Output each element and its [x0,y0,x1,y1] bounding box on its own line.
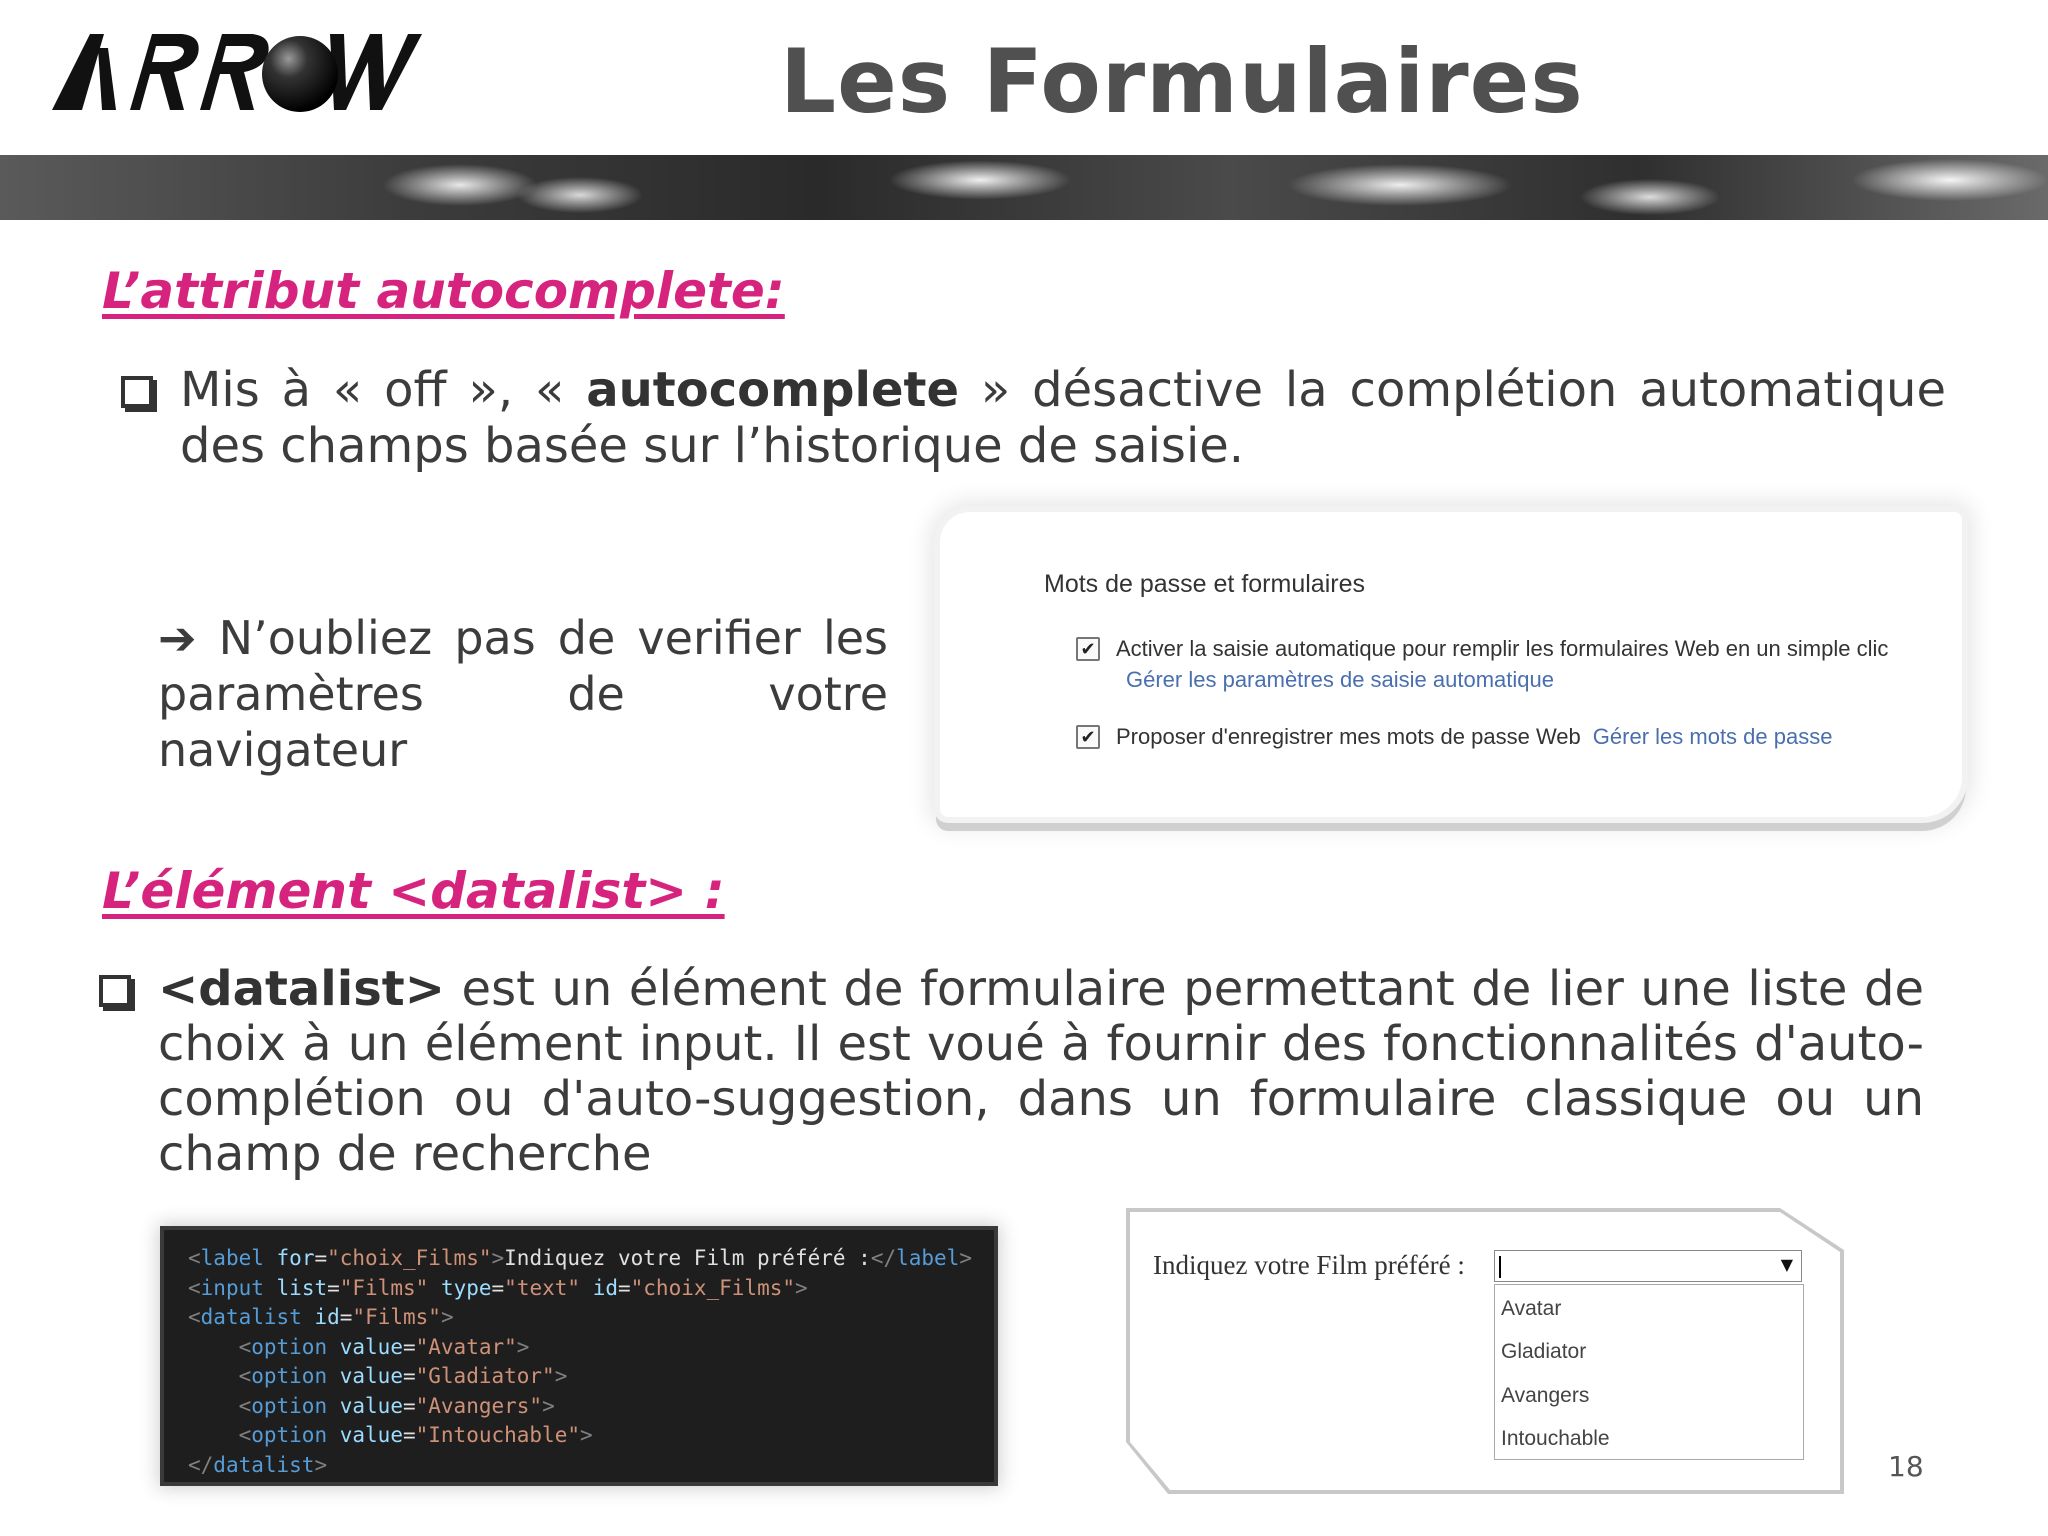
checkbox-bullet-icon [99,975,131,1007]
autofill-settings-link[interactable]: Gérer les paramètres de saisie automatique [1126,667,1554,692]
code-snippet: <label for="choix_Films">Indiquez votre Film préféré :</label> <input list="Films" type="text" id="choix_Films"> <datalist id="Films"> <option value="Avatar"> <option value="Gladiator"> <option value="Avangers"> <option value="Intouchable"> </datalist> [164,1230,994,1482]
checkbox-bullet-icon [121,376,153,408]
autofill-checkbox[interactable]: ✔ [1076,637,1100,661]
passwords-row[interactable] [1076,724,1832,750]
autocomplete-description: Mis à « off », « autocomplete » désactive la complétion automatique des champs basée sur l’historique de saisie. [180,362,1947,474]
slide-title: Les Formulaires [780,30,1584,133]
settings-title: Mots de passe et formulaires [1044,570,1365,598]
section-heading-datalist: L’élément <datalist> : [102,862,725,920]
datalist-option[interactable]: Avangers [1501,1384,1590,1407]
film-input[interactable] [1494,1250,1802,1282]
datalist-option[interactable]: Avatar [1501,1297,1562,1320]
save-passwords-label: Proposer d'enregistrer mes mots de passe Web [1116,724,1581,749]
datalist-option[interactable]: Intouchable [1501,1427,1610,1450]
header-banner-image [0,155,2048,220]
manage-passwords-link[interactable]: Gérer les mots de passe [1592,724,1833,749]
arrow-right-icon: ➔ [158,611,197,665]
arrow-logo [52,28,422,118]
browser-settings-note: ➔ N’oubliez pas de verifier les paramètres de votre navigateur [158,611,888,777]
section-heading-autocomplete: L’attribut autocomplete: [102,262,785,320]
datalist-option[interactable]: Gladiator [1501,1340,1587,1363]
film-label: Indiquez votre Film préféré : [1153,1250,1465,1280]
page-number: 18 [1888,1450,1924,1483]
autofill-label: Activer la saisie automatique pour remplir les formulaires Web en un simple clic [1116,636,1889,661]
datalist-suggestions [1494,1284,1804,1460]
datalist-description: <datalist> est un élément de formulaire permettant de lier une liste de choix à un élément input. Il est voué à fournir des fonctionnalités d'auto-complétion ou d'auto-suggestion, dans un formulaire classique ou un champ de recherche [158,961,1924,1182]
save-passwords-checkbox[interactable]: ✔ [1076,725,1100,749]
browser-settings-screenshot [940,512,1962,817]
dropdown-arrow-icon[interactable]: ▼ [1780,1255,1793,1274]
autofill-row[interactable] [1076,636,1888,662]
text-caret [1499,1256,1501,1278]
